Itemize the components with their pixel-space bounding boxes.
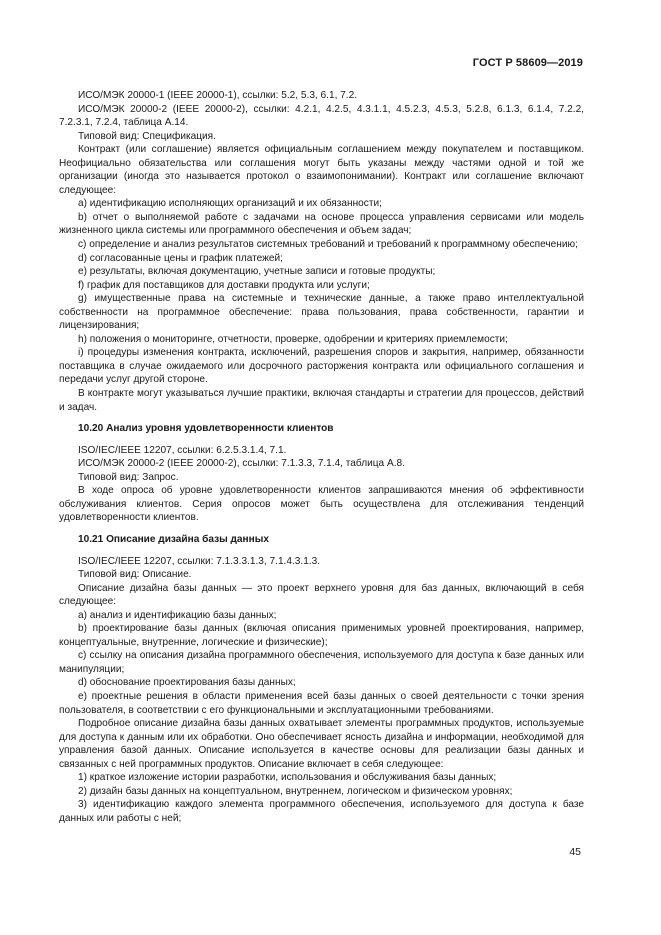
paragraph: ISO/IEC/IEEE 12207, ссылки: 7.1.3.3.1.3, 7.1.4.3.1.3. (78, 555, 321, 567)
paragraph: Описание дизайна базы данных — это проект верхнего уровня для баз данных, включающий в себя следующее: (59, 582, 584, 608)
section-heading: 10.20 Анализ уровня удовлетворенности клиентов (78, 423, 334, 435)
paragraph: i) процедуры изменения контракта, исключений, разрешения споров и закрытия, например, обязанности поставщика в случае ожидаемого или досрочного расторжения контракта или официального соглашения и передачи услуг другой стороне. (59, 347, 584, 386)
paragraph: f) график для поставщиков для доставки продукта или услуги; (78, 279, 370, 291)
section-heading: 10.21 Описание дизайна базы данных (78, 533, 269, 545)
paragraph: e) результаты, включая документацию, учетные записи и готовые продукты; (78, 266, 436, 278)
paragraph: Типовой вид: Запрос. (78, 471, 179, 483)
paragraph: Типовой вид: Описание. (78, 569, 192, 581)
paragraph: В ходе опроса об уровне удовлетворенности клиентов запрашиваются мнения об эффективности обслуживания клиентов. Серия опросов может быть осуществлена для отслеживания тенденций удовлетворенности клиентов. (59, 485, 584, 524)
paragraph: 1) краткое изложение истории разработки, использования и обслуживания базы данных; (78, 772, 497, 784)
paragraph: ISO/IEC/IEEE 12207, ссылки: 6.2.5.3.1.4, 7.1. (78, 444, 287, 456)
paragraph: ИСО/МЭК 20000-2 (IEEE 20000-2), ссылки: 7.1.3.3, 7.1.4, таблица А.8. (78, 458, 405, 470)
paragraph: a) анализ и идентификацию базы данных; (78, 609, 277, 621)
paragraph: b) проектирование базы данных (включая описания применимых уровней проектирования, например, концептуальные, внутренние, логические и физические); (59, 623, 584, 648)
paragraph: ИСО/МЭК 20000-1 (IEEE 20000-1), ссылки: 5.2, 5.3, 6.1, 7.2. (78, 90, 358, 101)
document-header: ГОСТ Р 58609—2019 (472, 57, 583, 69)
page-number: 45 (569, 846, 581, 858)
paragraph: В контракте могут указываться лучшие практики, включая стандарты и стратегии для процессов, действий и задач. (59, 388, 584, 413)
paragraph: Типовой вид: Спецификация. (78, 130, 216, 142)
paragraph: c) определение и анализ результатов системных требований и требований к программному обеспечению; (78, 239, 578, 251)
paragraph: ИСО/МЭК 20000-2 (IEEE 20000-2), ссылки: 4.2.1, 4.2.5, 4.3.1.1, 4.5.2.3, 4.5.3, 5.2.8, 6.1.3, 6.1.4, 7.2.2, 7.2.3.1, 7.2.4, таблица А.14. (59, 103, 584, 129)
paragraph: d) согласованные цены и график платежей; (78, 252, 283, 264)
paragraph: 2) дизайн базы данных на концептуальном, внутреннем, логическом и физическом уровнях; (78, 785, 513, 797)
paragraph: c) ссылку на описания дизайна программного обеспечения, используемого для доступа к базе данных или манипуляции; (59, 650, 584, 675)
paragraph: b) отчет о выполняемой работе с задачами на основе процесса управления сервисами или модель жизненного цикла системы или программного обеспечения и объем задач; (59, 211, 584, 237)
paragraph: e) проектные решения в области применения всей базы данных о своей деятельности с точки зрения пользователя, в соответствии с его функциональными и эксплуатационными требованиями. (59, 690, 584, 716)
paragraph: g) имущественные права на системные и технические данные, а также право интеллектуальной собственности на программное обеспечение: права пользования, права собственности, гарантии и лицензирования; (59, 293, 584, 332)
paragraph: a) идентификацию исполняющих организаций и их обязанности; (78, 198, 382, 210)
paragraph: Контракт (или соглашение) является официальным соглашением между покупателем и поставщиком. Неофициально обязательства или соглашения могут быть указаны между частями одной и той же организации (иногда это называется протокол о взаимопонимании). Контракт или соглашение включают следующее: (59, 144, 584, 196)
paragraph: 3) идентификацию каждого элемента программного обеспечения, используемого для доступа к базе данных или работы с ней; (59, 799, 584, 824)
page-body (59, 89, 584, 825)
paragraph: Подробное описание дизайна базы данных охватывает элементы программных продуктов, используемые для доступа к данным или их обработки. Оно обеспечивает ясность дизайна и информации, необходимой для управления базой данных. Описание используется в качестве основы для реализации базы данных и связанных с ней программных продуктов. Описание включает в себя следующее: (59, 718, 584, 770)
paragraph: d) обоснование проектирования базы данных; (78, 677, 296, 689)
paragraph: h) положения о мониторинге, отчетности, проверке, одобрении и критериях приемлемости; (78, 333, 508, 345)
